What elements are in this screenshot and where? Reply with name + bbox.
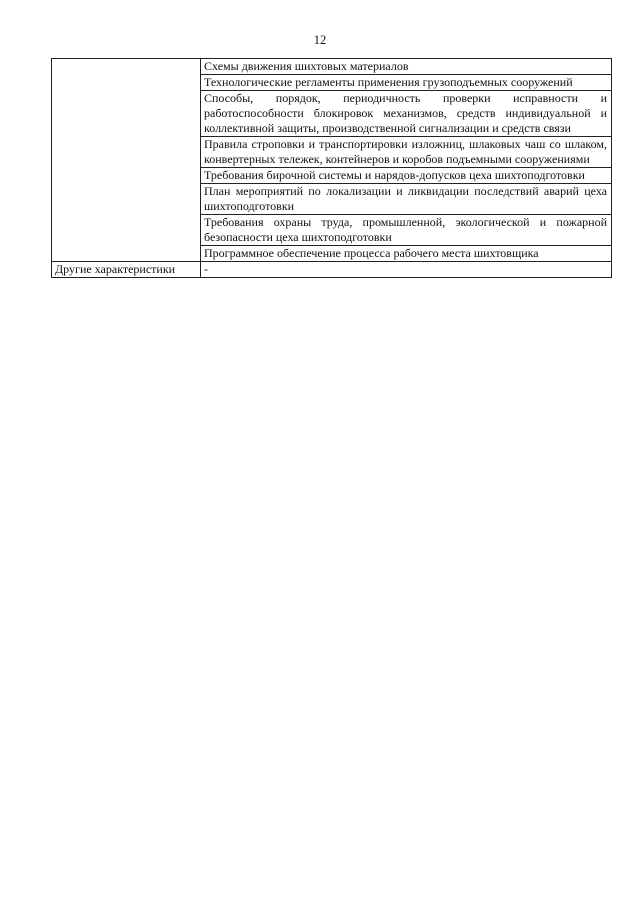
table-cell: Правила строповки и транспортировки изложниц, шлаковых чаш со шлаком, конвертерных тележек, контейнеров и коробов подъемными сооружениями [201, 137, 612, 168]
table-cell: Требования охраны труда, промышленной, экологической и пожарной безопасности цеха шихтоподготовки [201, 215, 612, 246]
table-row [52, 59, 612, 75]
table-cell-left-empty [52, 59, 201, 262]
table-cell: Схемы движения шихтовых материалов [201, 59, 612, 75]
table-cell: План мероприятий по локализации и ликвидации последствий аварий цеха шихтоподготовки [201, 184, 612, 215]
table-cell: Технологические регламенты применения грузоподъемных сооружений [201, 75, 612, 91]
page-number: 12 [313, 33, 327, 47]
row-label-other-characteristics: Другие характеристики [52, 262, 201, 278]
table-row-other-characteristics [52, 262, 612, 278]
table-cell: - [201, 262, 612, 278]
table-cell: Способы, порядок, периодичность проверки исправности и работоспособности блокировок механизмов, средств индивидуальной и коллективной защиты, производственной сигнализации и средств связи [201, 91, 612, 137]
table-cell: Требования бирочной системы и нарядов-допусков цеха шихтоподготовки [201, 168, 612, 184]
table-cell: Программное обеспечение процесса рабочего места шихтовщика [201, 246, 612, 262]
requirements-table [51, 58, 612, 278]
